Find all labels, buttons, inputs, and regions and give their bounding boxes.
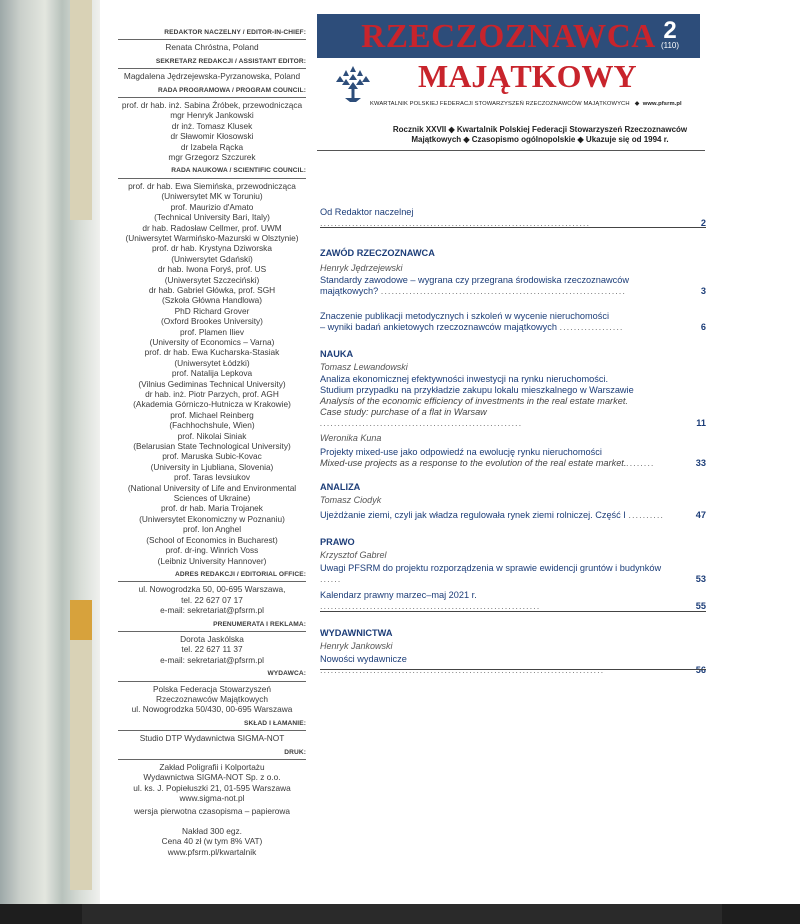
board-line: prof. dr hab. Maria Trojanek <box>161 503 263 514</box>
board-line: (University in Ljubliana, Slovenia) <box>150 461 274 472</box>
author-name: Henryk Jankowski <box>320 641 393 651</box>
divider <box>320 669 706 670</box>
section-title: WYDAWNICTWA <box>320 628 393 638</box>
author-name: Tomasz Lewandowski <box>320 362 408 372</box>
board-line: (Leibniz University Hannover) <box>157 555 267 566</box>
board-line: (Uniwersytet Łódzki) <box>174 357 250 368</box>
board-line: (School of Economics in Bucharest) <box>146 534 278 545</box>
toc-title: Analiza ekonomicznej efektywności inwestycji na rynku nieruchomości. <box>320 374 609 384</box>
board-line: (Uniwersytet Ekonomiczny w Poznaniu) <box>139 513 285 524</box>
board-line: Magdalena Jędrzejewska-Pyrzanowska, Poland <box>123 71 301 82</box>
spine-strip <box>70 600 92 640</box>
board-line: Wydawnictwa SIGMA-NOT Sp. z o.o. <box>143 772 281 783</box>
board-line: dr Sławomir Kłosowski <box>170 131 254 142</box>
board-line: ul. Nowogrodzka 50/430, 00-695 Warszawa <box>131 704 293 715</box>
board-line: prof. Michael Reinberg <box>170 409 254 420</box>
section-heading: DRUK: <box>118 748 306 760</box>
toc-entry[interactable]: Analiza ekonomicznej efektywności inwestycji na rynku nieruchomości. Studium przypadku na przykładzie zakupu lokalu mieszkalnego w Warszawie Analysis of the economic efficiency of investments in the real estate market. Case study: purchase of a flat in Warsaw ......................................................... 11 <box>320 374 706 428</box>
board-line: (Uniwersytet MK w Toruniu) <box>161 191 263 202</box>
toc-title-en: Mixed-use projects as a response to the evolution of the real estate market. <box>320 458 627 468</box>
website-link[interactable]: www.pfsrm.pl <box>642 101 682 107</box>
board-line: (University of Economics – Varna) <box>149 336 275 347</box>
board-line: dr hab. inż. Piotr Parzych, prof. AGH <box>145 389 279 399</box>
board-line: prof. dr hab. inż. Sabina Źróbek, przewodnicząca <box>121 100 303 111</box>
board-line: prof. Plamen Iliev <box>179 326 245 337</box>
author-name: Weronika Kuna <box>320 433 382 443</box>
section-title: ZAWÓD RZECZOZNAWCA <box>320 248 435 258</box>
section-heading: SKŁAD I ŁAMANIE: <box>118 719 306 731</box>
colophon-line: wersja pierwotna czasopisma – papierowa <box>134 805 290 816</box>
toc-title: Znaczenie publikacji metodycznych i szkoleń w wycenie nieruchomości <box>320 311 610 321</box>
author-name: Tomasz Ciodyk <box>320 495 382 505</box>
toc-page: 2 <box>700 218 706 228</box>
toc-title: Od Redaktor naczelnej <box>320 207 414 217</box>
board-line: (Oxford Brookes University) <box>161 316 263 327</box>
board-line: (Technical University Bari, Italy) <box>154 212 270 223</box>
toc-entry[interactable]: Projekty mixed-use jako odpowiedź na ewolucję rynku nieruchomości Mixed-use projects as a response to the evolution of the real estate market......... 33 <box>320 447 706 468</box>
board-line: (Vilnius Gediminas Technical University) <box>138 378 286 389</box>
section-heading: WYDAWCA: <box>118 669 306 681</box>
section-heading: RADA NAUKOWA / SCIENTIFIC COUNCIL: <box>118 166 306 178</box>
board-line: ul. Nowogrodzka 50, 00-695 Warszawa, <box>138 584 286 595</box>
toc-page: 56 <box>695 665 706 675</box>
board-line: (Uniwersytet Szczeciński) <box>164 274 260 285</box>
board-line: ul. ks. J. Popiełuszki 21, 01-595 Warszawa <box>133 782 291 793</box>
section-heading: REDAKTOR NACZELNY / EDITOR-IN-CHIEF: <box>118 28 306 40</box>
toc-title: Kalendarz prawny marzec–maj 2021 r. <box>320 590 477 600</box>
board-line: (Uniwersytet Warmińsko-Mazurski w Olsztynie) <box>125 232 299 243</box>
board-line: prof. Ion Anghel <box>182 524 242 535</box>
toc-entry[interactable]: Nowości wydawnicze ................................................................................ 56 <box>320 654 706 675</box>
toc-page: 47 <box>695 510 706 520</box>
colophon-line: Nakład 300 egz. <box>182 826 242 837</box>
board-line: (Fachhochshule, Wien) <box>169 420 255 431</box>
toc-page: 55 <box>695 601 706 611</box>
board-line: prof. dr hab. Ewa Siemińska, przewodnicząca <box>128 180 296 191</box>
board-line: dr hab. Gabriel Główka, prof. SGH <box>148 284 276 295</box>
board-line: PhD Richard Grover <box>174 305 250 316</box>
board-line: Renata Chróstna, Poland <box>165 42 259 53</box>
divider <box>317 150 705 151</box>
board-line: prof. Maurizio d'Amato <box>170 201 254 212</box>
title-line-2: MAJĄTKOWY <box>418 58 637 94</box>
section-heading: SEKRETARZ REDAKCJI / ASSISTANT EDITOR: <box>118 57 306 69</box>
toc-title-en-cont: Case study: purchase of a flat in Warsaw <box>320 407 487 417</box>
info-line: Majątkowych ◆ Czasopismo ogólnopolskie ◆ Ukazuje się od 1994 r. <box>411 135 669 144</box>
masthead-subtitle: KWARTALNIK POLSKIEJ FEDERACJI STOWARZYSZEŃ RZECZOZNAWCÓW MAJĄTKOWYCH ◆ www.pfsrm.pl <box>370 101 682 107</box>
board-line: dr hab. Iwona Foryś, prof. US <box>157 264 267 275</box>
board-line: Dorota Jaskólska <box>180 633 244 644</box>
divider <box>320 611 706 612</box>
toc-page: 6 <box>700 322 706 332</box>
divider <box>320 227 706 228</box>
board-line: (Szkoła Główna Handlowa) <box>161 295 263 306</box>
toc-page: 53 <box>695 574 706 584</box>
spine-strip <box>70 0 92 220</box>
issue-total: (110) <box>660 41 680 50</box>
board-line: Sciences of Ukraine) <box>173 493 251 504</box>
section-title: ANALIZA <box>320 482 361 492</box>
board-line: tel. 22 627 07 17 <box>181 594 243 605</box>
author-name: Krzysztof Gabrel <box>320 550 387 560</box>
colophon-link[interactable]: www.pfsrm.pl/kwartalnik <box>167 846 257 857</box>
board-line: (Akademia Górniczo-Hutnicza w Krakowie) <box>133 399 291 410</box>
email-text: e-mail: sekretariat@pfsrm.pl <box>160 654 264 665</box>
board-line: Rzeczoznawców Majątkowych <box>155 693 269 704</box>
toc-title: Uwagi PFSRM do projektu rozporządzenia w sprawie ewidencji gruntów i budynków <box>320 563 662 573</box>
title-line-1: RZECZOZNAWCA <box>361 18 656 55</box>
toc-title: Projekty mixed-use jako odpowiedź na ewolucję rynku nieruchomości <box>320 447 602 457</box>
section-title: NAUKA <box>320 349 354 359</box>
editorial-board-column <box>118 28 306 857</box>
email-text: e-mail: sekretariat@pfsrm.pl <box>160 605 264 616</box>
colophon-spacer <box>118 816 306 826</box>
section-heading: PRENUMERATA I REKLAMA: <box>118 620 306 632</box>
board-line: dr hab. Radosław Cellmer, prof. UWM <box>142 222 282 233</box>
toc-page: 11 <box>696 418 706 428</box>
toc-entry[interactable]: Kalendarz prawny marzec–maj 2021 r. .............................................................. 55 <box>320 590 706 611</box>
board-line: Studio DTP Wydawnictwa SIGMA-NOT <box>139 733 285 744</box>
toc-title: Ujeżdżanie ziemi, czyli jak władza regulowała rynek ziemi rolniczej. Część I <box>320 510 626 520</box>
board-line: mgr Henryk Jankowski <box>170 110 254 121</box>
info-line: Rocznik XXVII ◆ Kwartalnik Polskiej Federacji Stowarzyszeń Rzeczoznawców <box>392 125 688 134</box>
issue-badge <box>650 17 690 50</box>
toc-title-cont: – wyniki badań ankietowych rzeczoznawców majątkowych <box>320 322 557 332</box>
spine-strip <box>70 640 92 890</box>
board-line: prof. Natalija Lepkova <box>171 368 253 379</box>
board-line: dr Izabela Rącka <box>180 141 244 152</box>
board-line: mgr Grzegorz Szczurek <box>168 152 256 163</box>
toc-title-cont: Studium przypadku na przykładzie zakupu lokalu mieszkalnego w Warszawie <box>320 385 634 395</box>
colophon-line: Cena 40 zł (w tym 8% VAT) <box>161 836 263 847</box>
board-line: prof. dr-ing. Winrich Voss <box>165 545 259 556</box>
toc-page: 33 <box>695 458 706 468</box>
toc-page: 3 <box>700 286 706 296</box>
board-line: dr inż. Tomasz Klusek <box>171 120 253 131</box>
toc-title: Nowości wydawnicze <box>320 654 407 664</box>
board-line: prof. dr hab. Krystyna Dziworska <box>152 243 272 254</box>
board-line: Zakład Poligrafii i Kolportażu <box>159 762 265 772</box>
board-line: prof. dr hab. Ewa Kucharska-Stasiak <box>144 347 280 358</box>
board-line: prof. Taras Ievsiukov <box>174 472 250 483</box>
section-heading: ADRES REDAKCJI / EDITORIAL OFFICE: <box>118 570 306 582</box>
section-heading: RADA PROGRAMOWA / PROGRAM COUNCIL: <box>118 86 306 98</box>
toc-entry-editorial[interactable]: Od Redaktor naczelnej ............................................................................ 2 <box>320 207 706 228</box>
board-line: prof. Nikolai Siniak <box>177 430 247 441</box>
author-name: Henryk Jędrzejewski <box>320 263 403 273</box>
tree-logo-icon <box>336 64 370 104</box>
board-line: (Uniwersytet Gdański) <box>171 253 253 264</box>
subtitle-text: KWARTALNIK POLSKIEJ FEDERACJI STOWARZYSZEŃ RZECZOZNAWCÓW MAJĄTKOWYCH <box>370 101 630 107</box>
board-line: prof. Maruska Subic-Kovac <box>162 451 262 462</box>
colophon <box>118 806 306 858</box>
toc-entry[interactable]: Znaczenie publikacji metodycznych i szkoleń w wycenie nieruchomości – wyniki badań ankietowych rzeczoznawców majątkowych .................. 6 <box>320 311 706 332</box>
toc-title-cont: majątkowych? <box>320 286 379 296</box>
board-line: (Belarusian State Technological University) <box>133 441 291 452</box>
page-spine <box>0 0 100 924</box>
board-line: www.sigma-not.pl <box>179 793 245 804</box>
page-bottom-edge <box>0 904 800 924</box>
toc-title: Standardy zawodowe – wygrana czy przegrana środowiska rzeczoznawców <box>320 275 629 285</box>
issue-number: 2 <box>663 17 677 44</box>
toc-entry[interactable]: Standardy zawodowe – wygrana czy przegrana środowiska rzeczoznawców majątkowych? ..................................................................... 3 <box>320 275 706 296</box>
board-line: (National University of Life and Environmental <box>127 482 297 493</box>
scientific-council-list <box>118 181 306 566</box>
section-title: PRAWO <box>320 537 355 547</box>
board-line: tel. 22 627 11 37 <box>181 644 243 655</box>
masthead-banner <box>317 14 700 58</box>
toc-title-en: Analysis of the economic efficiency of investments in the real estate market. <box>320 396 628 406</box>
toc-entry[interactable]: Ujeżdżanie ziemi, czyli jak władza regulowała rynek ziemi rolniczej. Część I .......... 47 <box>320 510 706 520</box>
board-line: Polska Federacja Stowarzyszeń <box>152 683 272 694</box>
journal-info <box>380 125 700 145</box>
toc-entry[interactable]: Uwagi PFSRM do projektu rozporządzenia w sprawie ewidencji gruntów i budynków ...... 53 <box>320 563 706 584</box>
